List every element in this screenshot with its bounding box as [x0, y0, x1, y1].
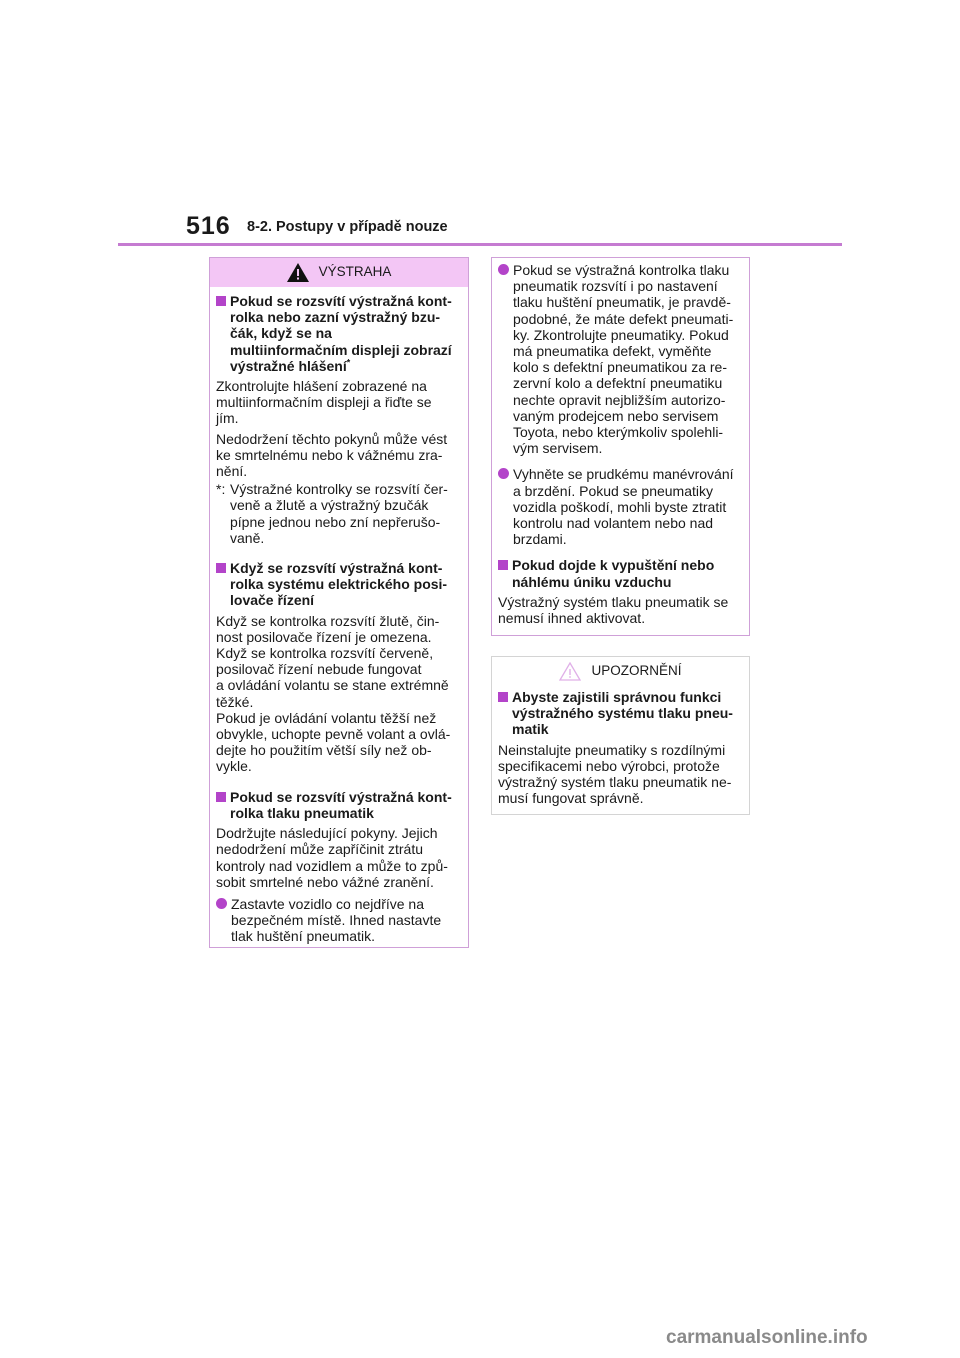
continued-bullet-2-text: Vyhněte se prudkému manévrování a brzdění. Pokud se pneumatiky vozidla poškodí, mohli byste ztratit kontrolu nad volantem nebo nad brzdami.	[513, 466, 734, 548]
warning-footnote	[216, 481, 462, 546]
continued-bullet-2	[498, 466, 743, 547]
warning-heading-1	[216, 293, 462, 374]
warning-paragraph-2: Nedodržení těchto pokynů může vést ke smrtelnému nebo k vážnému zra- nění.	[216, 430, 448, 480]
notice-heading-1	[498, 689, 743, 738]
round-bullet-icon	[498, 468, 509, 479]
square-bullet-icon	[498, 560, 508, 570]
footnote-label: *:	[216, 481, 226, 498]
warning-bullet-1	[216, 896, 462, 945]
footnote-text: Výstražné kontrolky se rozsvítí čer- veně a žlutě a výstražný bzučák pípne jednou nebo zní nepřerušo- vaně.	[230, 481, 448, 546]
square-bullet-icon	[216, 296, 226, 306]
continued-heading-1-text: Pokud dojde k vypuštění nebo náhlému úniku vzduchu	[512, 557, 715, 590]
warning-box	[209, 257, 469, 948]
section-title: 8-2. Postupy v případě nouze	[247, 219, 448, 235]
notice-box	[491, 656, 750, 815]
warning-triangle-icon	[287, 263, 309, 282]
warning-paragraph-4: Dodržujte následující pokyny. Jejich nedodržení může zapříčinit ztrátu kontroly nad vozidlem a může to způ- sobit smrtelné nebo vážné zranění.	[216, 825, 448, 890]
warning-paragraph-3: Když se kontrolka rozsvítí žlutě, čin- nost posilovače řízení je omezena. Když se kontrolka rozsvítí červeně, posilovač řízení nebude fungovat a ovládání volantu se stane extrémně těžké. Pokud je ovládání volantu těžší než obvykle, uchopte pevně volant a ovlá- dejte ho použitím větší síly než ob- vykle.	[216, 612, 451, 775]
notice-paragraph-1: Neinstalujte pneumatiky s rozdílnými specifikacemi nebo výrobci, protože výstražný systém tlaku pneumatik ne- musí fungovat správně.	[498, 741, 732, 807]
warning-heading-1-text: Pokud se rozsvítí výstražná kont- rolka nebo zazní výstražný bzu- čák, když se na multiinformačním displeji zobrazí výstražné hlášení	[230, 293, 452, 374]
footnote-mark: *	[346, 357, 351, 368]
warning-paragraph-1: Zkontrolujte hlášení zobrazené na multiinformačním displeji a řiďte se jím.	[216, 378, 432, 427]
warning-heading-2	[216, 560, 462, 609]
continued-paragraph-1: Výstražný systém tlaku pneumatik se nemusí ihned aktivovat.	[498, 593, 729, 627]
warning-continued-box	[491, 257, 750, 636]
continued-heading-1	[498, 557, 743, 589]
watermark: carmanualsonline.info	[666, 1327, 868, 1348]
warning-bullet-1-text: Zastavte vozidlo co nejdříve na bezpečném místě. Ihned nastavte tlak huštění pneumatik.	[231, 895, 442, 945]
continued-bullet-1	[498, 262, 743, 456]
round-bullet-icon	[216, 898, 227, 909]
round-bullet-icon	[498, 264, 509, 275]
notice-box-title: UPOZORNĚNÍ	[591, 662, 682, 678]
warning-box-header	[210, 258, 468, 287]
warning-heading-2-text: Když se rozsvítí výstražná kont- rolka systému elektrického posi- lovače řízení	[230, 560, 448, 609]
warning-heading-3	[216, 789, 462, 821]
warning-heading-3-text: Pokud se rozsvítí výstražná kont- rolka tlaku pneumatik	[230, 788, 452, 821]
square-bullet-icon	[216, 792, 226, 802]
notice-box-header	[492, 657, 749, 685]
warning-box-title: VÝSTRAHA	[318, 264, 392, 280]
caution-triangle-outline-icon	[559, 662, 581, 681]
notice-heading-1-text: Abyste zajistili správnou funkci výstražného systému tlaku pneu- matik	[512, 689, 733, 738]
square-bullet-icon	[498, 692, 508, 702]
continued-bullet-1-text: Pokud se výstražná kontrolka tlaku pneumatik rozsvítí i po nastavení tlaku huštění pneumatik, je pravdě- podobné, že máte defekt pneumati- ky. Zkontrolujte pneumatiky. Pokud má pneumatika defekt, vyměňte kolo s defektní pneumatikou za re- zervní kolo a defektní pneumatiku nechte opravit nejbližším autorizo- vaným prodejcem nebo servisem Toyota, nebo kterýmkoliv spolehli- vým servisem.	[513, 262, 734, 457]
header-rule	[118, 243, 842, 246]
page-number: 516	[186, 212, 231, 240]
square-bullet-icon	[216, 563, 226, 573]
